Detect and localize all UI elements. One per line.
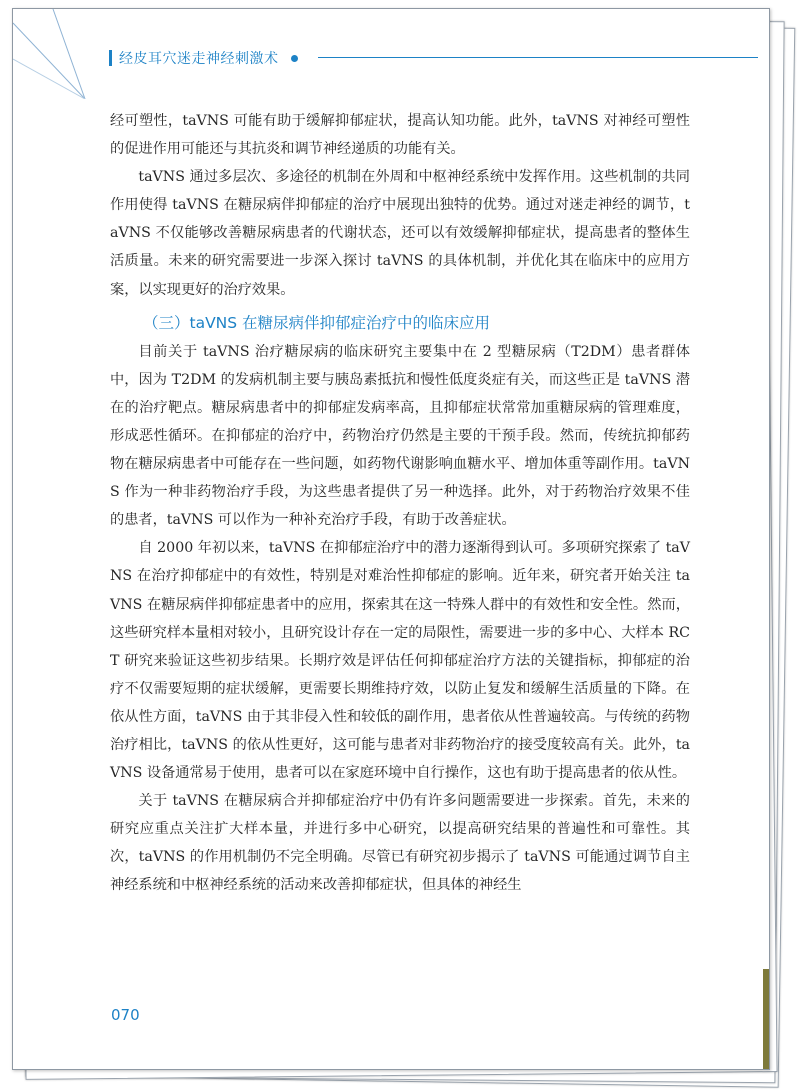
page-body — [110, 107, 690, 900]
running-header — [109, 47, 298, 69]
header-title: 经皮耳穴迷走神经刺激术 — [119, 51, 279, 67]
paragraph-4: 自 2000 年初以来，taVNS 在抑郁症治疗中的潜力逐渐得到认可。多项研究探索了 taVNS 在治疗抑郁症中的有效性，特别是对难治性抑郁症的影响。近年来，研究者开始关注 taVNS 在糖尿病伴抑郁症患者中的应用，探索其在这一特殊人群中的有效性和安全性。然而，这些研究样本量相对较小，且研究设计存在一定的局限性，需要进一步的多中心、大样本 RCT 研究来验证这些初步结果。长期疗效是评估任何抑郁症治疗方法的关键指标，抑郁症的治疗不仅需要短期的症状缓解，更需要长期维持疗效，以防止复发和缓解生活质量的下降。在依从性方面，taVNS 由于其非侵入性和较低的副作用，患者依从性普遍较高。与传统的药物治疗相比，taVNS 的依从性更好，这可能与患者对非药物治疗的接受度较高有关。此外，taVNS 设备通常易于使用，患者可以在家庭环境中自行操作，这也有助于提高患者的依从性。 — [110, 540, 690, 782]
paragraph-5: 关于 taVNS 在糖尿病合并抑郁症治疗中仍有许多问题需要进一步探索。首先，未来的研究应重点关注扩大样本量，并进行多中心研究，以提高研究结果的普遍性和可靠性。其次，taVNS 的作用机制仍不完全明确。尽管已有研究初步揭示了 taVNS 可能通过调节自主神经系统和中枢神经系统的活动来改善抑郁症状，但具体的神经生 — [110, 793, 690, 894]
header-accent-bar — [109, 50, 112, 66]
header-dot-icon — [291, 55, 298, 62]
page-number: 070 — [111, 1006, 140, 1024]
paragraph-3: 目前关于 taVNS 治疗糖尿病的临床研究主要集中在 2 型糖尿病（T2DM）患者群体中，因为 T2DM 的发病机制主要与胰岛素抵抗和慢性低度炎症有关，而这些正是 taVNS 潜在的治疗靶点。糖尿病患者中的抑郁症发病率高，且抑郁症状常常加重糖尿病的管理难度，形成恶性循环。在抑郁症的治疗中，药物治疗仍然是主要的干预手段。然而，传统抗抑郁药物在糖尿病患者中可能存在一些问题，如药物代谢影响血糖水平、增加体重等副作用。taVNS 作为一种非药物治疗手段，为这些患者提供了另一种选择。此外，对于药物治疗效果不佳的患者，taVNS 可以作为一种补充治疗手段，有助于改善症状。 — [110, 343, 690, 529]
paragraph-2: taVNS 通过多层次、多途径的机制在外周和中枢神经系统中发挥作用。这些机制的共同作用使得 taVNS 在糖尿病伴抑郁症的治疗中展现出独特的优势。通过对迷走神经的调节，taVNS 不仅能够改善糖尿病患者的代谢状态，还可以有效缓解抑郁症状，提高患者的整体生活质量。未来的研究需要进一步深入探讨 taVNS 的具体机制，并优化其在临床中的应用方案，以实现更好的治疗效果。 — [110, 169, 690, 298]
page-edge-strip — [763, 969, 769, 1069]
header-rule — [318, 57, 758, 58]
book-page — [12, 8, 770, 1070]
paragraph-1: 经可塑性，taVNS 可能有助于缓解抑郁症状，提高认知功能。此外，taVNS 对神经可塑性的促进作用可能还与其抗炎和调节神经递质的功能有关。 — [110, 113, 690, 158]
section-heading: （三）taVNS 在糖尿病伴抑郁症治疗中的临床应用 — [143, 313, 491, 332]
